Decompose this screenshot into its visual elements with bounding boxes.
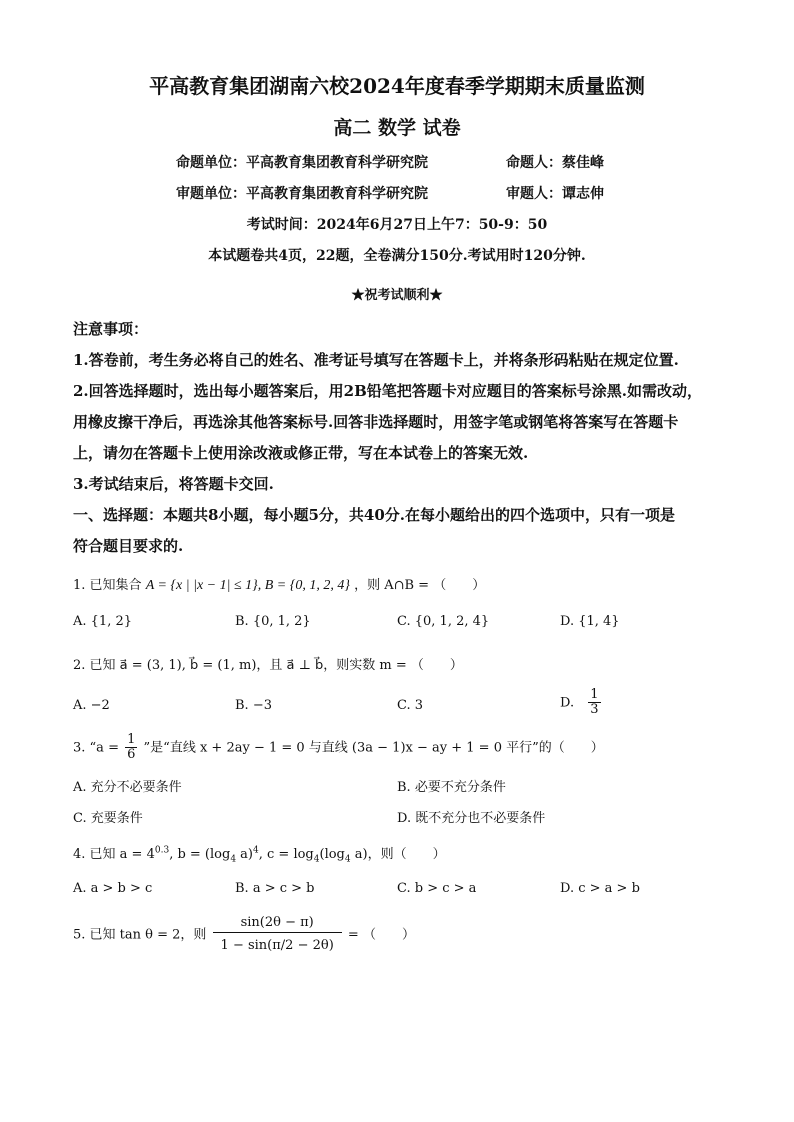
fraction-numerator: 1	[590, 687, 599, 702]
question-1-lead: 1. 已知集合	[73, 578, 142, 593]
question-1-stem	[73, 574, 485, 594]
reviewer-name: 审题人：谭志伸	[506, 186, 604, 202]
notice-heading: 注意事项：	[73, 320, 149, 338]
question-4-exponent: 4	[253, 845, 259, 856]
author-unit: 命题单位：平高教育集团教育科学研究院	[176, 155, 428, 171]
reviewer-unit: 审题单位：平高教育集团教育科学研究院	[176, 186, 428, 202]
question-4-part: (log	[319, 847, 345, 862]
fraction-numerator: 1	[127, 732, 136, 747]
question-2-option-c: C. 3	[397, 698, 424, 713]
question-3-stem	[73, 733, 604, 763]
question-2-option-b: B. −3	[235, 698, 272, 713]
fraction-denominator: 6	[127, 747, 136, 763]
exam-title: 平高教育集团湖南六校2024年度春季学期期末质量监测	[149, 74, 645, 98]
fraction-numerator: sin(2θ − π)	[240, 915, 314, 930]
section-heading-cont: 符合题目要求的.	[73, 537, 184, 555]
question-2-option-a: A. −2	[73, 698, 110, 713]
question-4-option-d: D. c > a > b	[560, 881, 640, 896]
exam-time: 考试时间：2024年6月27日上午7：50-9：50	[246, 217, 548, 233]
question-4-log-base: 4	[313, 854, 320, 865]
question-5-tail: = （ ）	[347, 927, 415, 943]
notice-item: 1.答卷前，考生务必将自己的姓名、准考证号填写在答题卡上，并将条形码粘贴在规定位置.	[73, 351, 679, 369]
question-3-option-a: A. 充分不必要条件	[73, 780, 182, 795]
notice-item: 用橡皮擦干净后，再选涂其他答案标号.回答非选择题时，用签字笔或钢笔将答案写在答题卡	[73, 413, 679, 431]
question-4-log-base: 4	[344, 854, 351, 865]
question-4-option-a: A. a > b > c	[73, 881, 153, 896]
question-1-tail: ，则 A∩B = （ ）	[354, 578, 486, 593]
author-name: 命题人：蔡佳峰	[506, 155, 604, 171]
question-5-stem	[73, 914, 415, 956]
question-5-lead: 5. 已知 tan θ = 2，则	[73, 927, 207, 943]
question-4-option-c: C. b > c > a	[397, 881, 477, 896]
question-4-part: a)	[236, 847, 254, 862]
question-4-part: 4. 已知 a = 4	[73, 847, 155, 862]
fraction-denominator: 3	[590, 702, 599, 718]
question-1-option-a: A. {1, 2}	[73, 614, 133, 629]
question-4-log-base: 4	[230, 854, 237, 865]
question-1-option-b: B. {0, 1, 2}	[235, 614, 311, 629]
section-heading: 一、选择题：本题共8小题，每小题5分，共40分.在每小题给出的四个选项中，只有一项是	[73, 506, 675, 524]
question-3-option-c: C. 充要条件	[73, 811, 143, 826]
question-2-stem: 2. 已知 a⃗ = (3, 1), b⃗ = (1, m)，且 a⃗ ⊥ b⃗，则实数 m = （ ）	[73, 658, 463, 673]
question-4-part: , c = log	[258, 847, 314, 862]
exam-summary: 本试题卷共4页，22题，全卷满分150分.考试用时120分钟.	[208, 248, 586, 264]
notice-item: 上，请勿在答题卡上使用涂改液或修正带，写在本试卷上的答案无效.	[73, 444, 529, 462]
question-3-lead: 3. “a =	[73, 740, 119, 756]
question-4-part: , b = (log	[169, 847, 231, 862]
question-4-stem	[73, 843, 446, 865]
good-luck-text: ★祝考试顺利★	[351, 288, 443, 303]
fraction-denominator: 1 − sin(π/2 − 2θ)	[213, 932, 342, 955]
question-3-option-d: D. 既不充分也不必要条件	[397, 811, 546, 826]
question-4-exponent: 0.3	[154, 845, 170, 856]
question-2-option-d-label: D.	[560, 695, 575, 711]
notice-item: 3.考试结束后，将答题卡交回.	[73, 475, 274, 493]
question-1-sets: A = {x | |x − 1| ≤ 1}, B = {0, 1, 2, 4}	[145, 578, 350, 593]
question-2-option-d	[560, 688, 603, 718]
notice-item: 2.回答选择题时，选出每小题答案后，用2B铅笔把答题卡对应题目的答案标号涂黑.如需改动，	[73, 382, 703, 400]
question-1-option-d: D. {1, 4}	[560, 614, 620, 629]
exam-subtitle: 高二 数学 试卷	[333, 117, 461, 139]
question-1-option-c: C. {0, 1, 2, 4}	[397, 614, 490, 629]
question-4-option-b: B. a > c > b	[235, 881, 315, 896]
question-3-option-b: B. 必要不充分条件	[397, 780, 506, 795]
question-4-part: a)，则（ ）	[350, 847, 446, 862]
question-3-tail: ”是“直线 x + 2ay − 1 = 0 与直线 (3a − 1)x − ay + 1 = 0 平行”的（ ）	[143, 740, 604, 756]
